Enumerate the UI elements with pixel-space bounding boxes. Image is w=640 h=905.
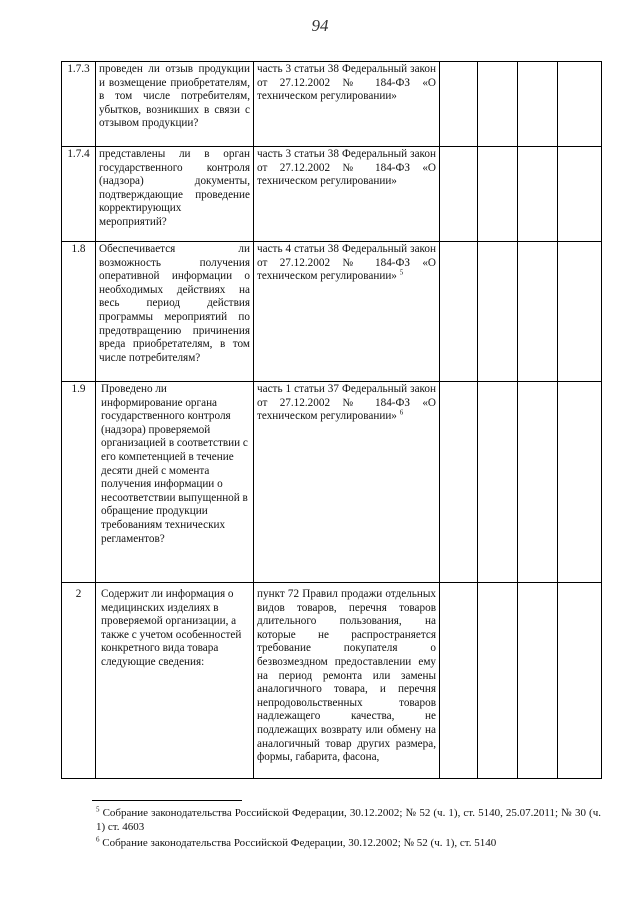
checklist-table — [61, 61, 602, 779]
row-number: 1.8 — [62, 242, 96, 382]
row-law-reference: часть 1 статьи 37 Федеральный закон от 27.12.2002 № 184-ФЗ «О техническом регулировании» $^6$ — [254, 382, 440, 583]
answer-cell[interactable] — [518, 242, 558, 382]
row-law-reference: часть 4 статьи 38 Федеральный закон от 27.12.2002 № 184-ФЗ «О техническом регулировании» $^5$ — [254, 242, 440, 382]
row-law-reference: часть 3 статьи 38 Федеральный закон от 27.12.2002 № 184-ФЗ «О техническом регулировании» — [254, 62, 440, 147]
answer-cell[interactable] — [558, 62, 602, 147]
footnote-mark: 5 — [96, 805, 100, 814]
footnote-ref: 5 — [399, 268, 404, 277]
answer-cell[interactable] — [518, 382, 558, 583]
answer-cell[interactable] — [518, 583, 558, 779]
answer-cell[interactable] — [518, 62, 558, 147]
answer-cell[interactable] — [558, 583, 602, 779]
row-question: представлены ли в орган государственного контроля (надзора) документы, подтверждающие проведение корректирующих мероприятий? — [96, 147, 254, 242]
answer-cell[interactable] — [518, 147, 558, 242]
answer-cell[interactable] — [440, 242, 478, 382]
row-question: Проведено ли информирование органа государственного контроля (надзора) проверяемой организацией в соответствии с его компетенцией в течение десяти дней с момента получения информации о несоответствии выпущенной в обращение продукции требованиям технических регламентов? — [96, 382, 254, 583]
answer-cell[interactable] — [478, 62, 518, 147]
table-row — [62, 147, 602, 242]
footnotes — [96, 806, 601, 852]
answer-cell[interactable] — [558, 242, 602, 382]
answer-cell[interactable] — [478, 382, 518, 583]
row-question: проведен ли отзыв продукции и возмещение приобретателям, в том числе потребителям, убытков, возникших в связи с отзывом продукции? — [96, 62, 254, 147]
row-number: 1.9 — [62, 382, 96, 583]
table-row — [62, 583, 602, 779]
answer-cell[interactable] — [478, 147, 518, 242]
footnote — [96, 806, 601, 834]
row-number: 1.7.3 — [62, 62, 96, 147]
table-row — [62, 62, 602, 147]
answer-cell[interactable] — [478, 242, 518, 382]
answer-cell[interactable] — [440, 62, 478, 147]
row-question: Обеспечивается ли возможность получения оперативной информации о необходимых действиях на весь период действия программы мероприятий по предотвращению причинения вреда приобретателям, в том числе потребителям? — [96, 242, 254, 382]
answer-cell[interactable] — [558, 382, 602, 583]
row-law-reference: часть 3 статьи 38 Федеральный закон от 27.12.2002 № 184-ФЗ «О техническом регулировании» — [254, 147, 440, 242]
footnote-divider — [92, 800, 242, 801]
answer-cell[interactable] — [440, 147, 478, 242]
footnote-ref: 6 — [399, 408, 404, 417]
row-question: Содержит ли информация о медицинских изделиях в проверяемой организации, а также с учетом особенностей конкретного вида товара следующие сведения: — [96, 583, 254, 779]
footnote-text: Собрание законодательства Российской Федерации, 30.12.2002; № 52 (ч. 1), ст. 5140 — [102, 837, 497, 849]
answer-cell[interactable] — [478, 583, 518, 779]
footnote — [96, 836, 601, 850]
table-row — [62, 242, 602, 382]
page-number: 94 — [311, 16, 329, 35]
footnote-mark: 6 — [96, 835, 100, 844]
answer-cell[interactable] — [558, 147, 602, 242]
footnote-text: Собрание законодательства Российской Федерации, 30.12.2002; № 52 (ч. 1), ст. 5140, 25.07.2011; № 30 (ч. 1) ст. 4603 — [96, 807, 602, 833]
answer-cell[interactable] — [440, 583, 478, 779]
answer-cell[interactable] — [440, 382, 478, 583]
row-number: 2 — [62, 583, 96, 779]
table-row — [62, 382, 602, 583]
row-law-reference: пункт 72 Правил продажи отдельных видов товаров, перечня товаров длительного пользования, на которые не распространяется требование покупателя о безвозмездном предоставлении ему на период ремонта или замены аналогичного товара, и перечня непродовольственных товаров надлежащего качества, не подлежащих возврату или обмену на аналогичный товар других размера, формы, габарита, фасона, — [254, 583, 440, 779]
row-number: 1.7.4 — [62, 147, 96, 242]
